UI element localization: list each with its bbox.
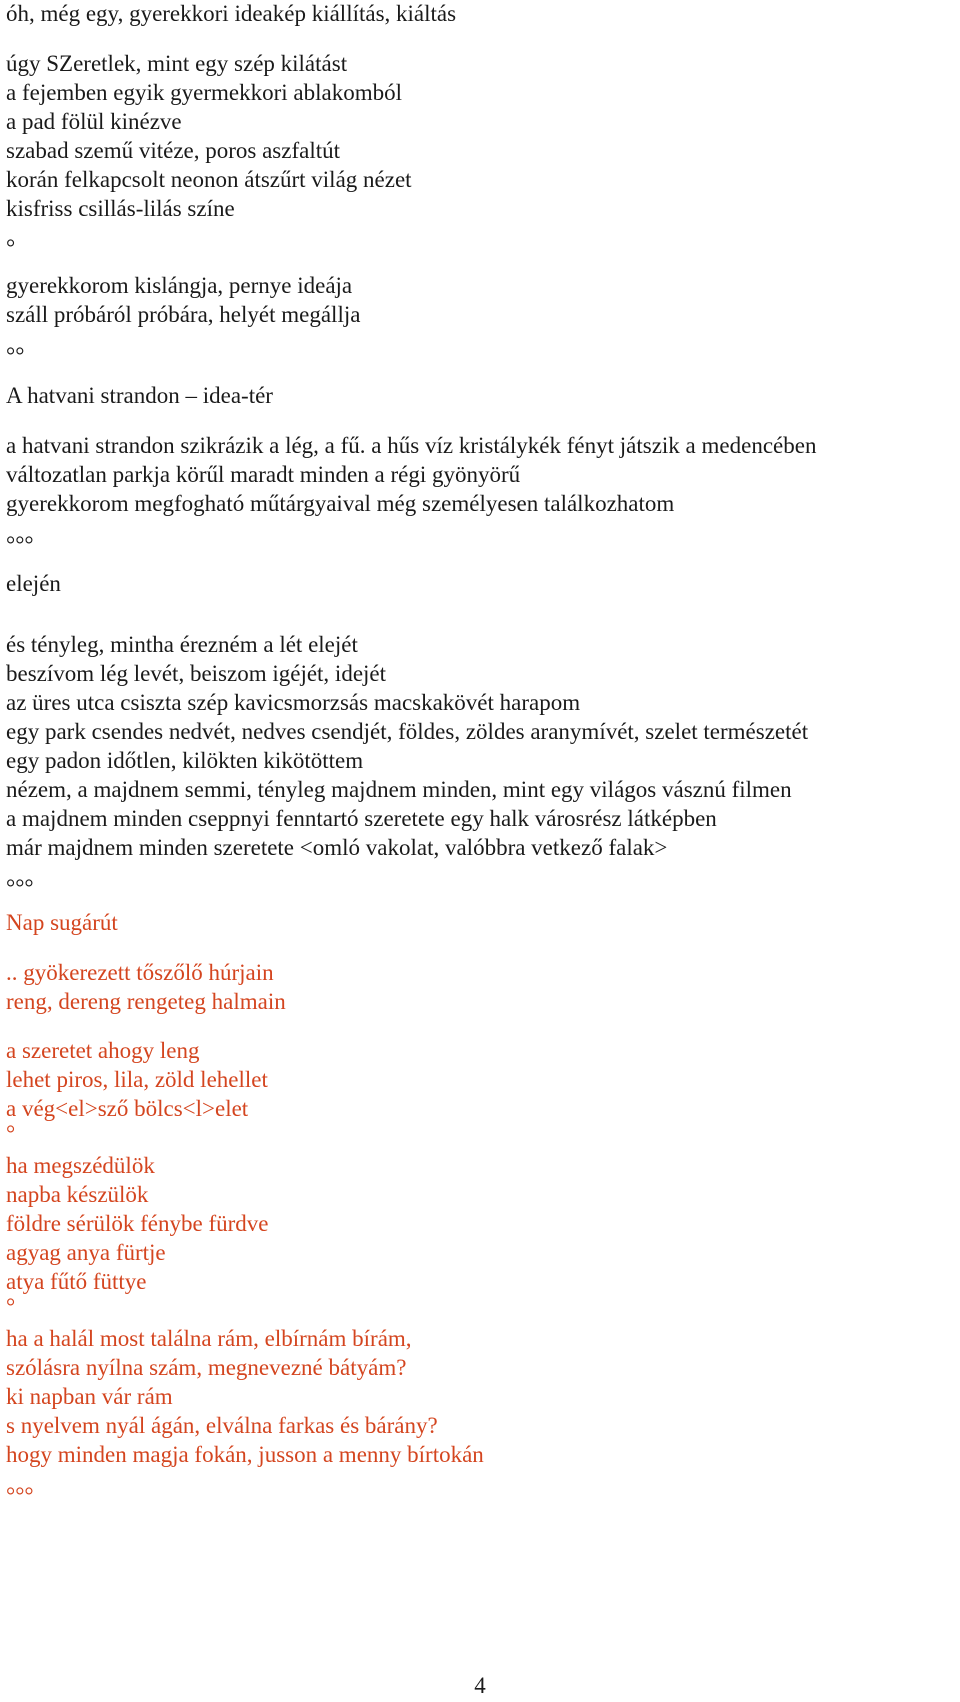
text-line: úgy SZeretlek, mint egy szép kilátást — [6, 51, 348, 76]
text-line: kisfriss csillás-lilás színe — [6, 196, 235, 221]
text-line: nézem, a majdnem semmi, tényleg majdnem minden, mint egy világos vásznú filmen — [6, 777, 792, 802]
section-separator: °° — [6, 343, 25, 368]
text-line: a majdnem minden cseppnyi fenntartó szeretete egy halk városrész látképben — [6, 806, 717, 831]
text-line: .. gyökerezett tőszőlő húrjain — [6, 960, 274, 985]
text-line: hogy minden magja fokán, jusson a menny bírtokán — [6, 1442, 484, 1467]
section-separator: ° — [6, 1121, 16, 1146]
text-line: a fejemben egyik gyermekkori ablakomból — [6, 80, 402, 105]
text-line: szólásra nyílna szám, megnevezné bátyám? — [6, 1355, 407, 1380]
text-line: a pad fölül kinézve — [6, 109, 182, 134]
section-heading: A hatvani strandon – idea-tér — [6, 383, 273, 408]
section-separator: °°° — [6, 1483, 34, 1508]
text-line: óh, még egy, gyerekkori ideakép kiállítás, kiáltás — [6, 1, 457, 26]
text-line: agyag anya fürtje — [6, 1240, 166, 1265]
section-separator: °°° — [6, 532, 34, 557]
text-line: és tényleg, mintha érezném a lét elejét — [6, 632, 358, 657]
text-line: lehet piros, lila, zöld lehellet — [6, 1067, 268, 1092]
text-line: napba készülök — [6, 1182, 149, 1207]
section-heading: elején — [6, 571, 61, 596]
text-line: száll próbáról próbára, helyét megállja — [6, 302, 361, 327]
section-separator: °°° — [6, 875, 34, 900]
section-heading: Nap sugárút — [6, 910, 118, 935]
section-separator: ° — [6, 1294, 16, 1319]
text-line: az üres utca csiszta szép kavicsmorzsás macskakövét harapom — [6, 690, 581, 715]
text-line: ki napban vár rám — [6, 1384, 173, 1409]
text-line: már majdnem minden szeretete <omló vakolat, valóbbra vetkező falak> — [6, 835, 668, 860]
text-line: ha a halál most találna rám, elbírnám bírám, — [6, 1326, 412, 1351]
text-line: a szeretet ahogy leng — [6, 1038, 200, 1063]
text-line: földre sérülök fénybe fürdve — [6, 1211, 269, 1236]
text-line: a vég<el>sző bölcs<l>elet — [6, 1096, 249, 1121]
text-line: beszívom lég levét, beiszom igéjét, idejét — [6, 661, 387, 686]
text-line: a hatvani strandon szikrázik a lég, a fű. a hűs víz kristálykék fényt játszik a medencében — [6, 433, 817, 458]
text-line: szabad szemű vitéze, poros aszfaltút — [6, 138, 341, 163]
text-line: atya fűtő füttye — [6, 1269, 147, 1294]
page-number: 4 — [474, 1673, 486, 1698]
text-line: egy padon időtlen, kilökten kikötöttem — [6, 748, 364, 773]
text-line: korán felkapcsolt neonon átszűrt világ nézet — [6, 167, 412, 192]
text-line: változatlan parkja körűl maradt minden a régi gyönyörű — [6, 462, 521, 487]
section-separator: ° — [6, 235, 16, 260]
text-line: s nyelvem nyál ágán, elválna farkas és bárány? — [6, 1413, 438, 1438]
text-line: reng, dereng rengeteg halmain — [6, 989, 286, 1014]
text-line: egy park csendes nedvét, nedves csendjét, földes, zöldes aranymívét, szelet természetét — [6, 719, 809, 744]
text-line: gyerekkorom kislángja, pernye ideája — [6, 273, 353, 298]
text-line: ha megszédülök — [6, 1153, 155, 1178]
text-line: gyerekkorom megfogható műtárgyaival még személyesen találkozhatom — [6, 491, 675, 516]
